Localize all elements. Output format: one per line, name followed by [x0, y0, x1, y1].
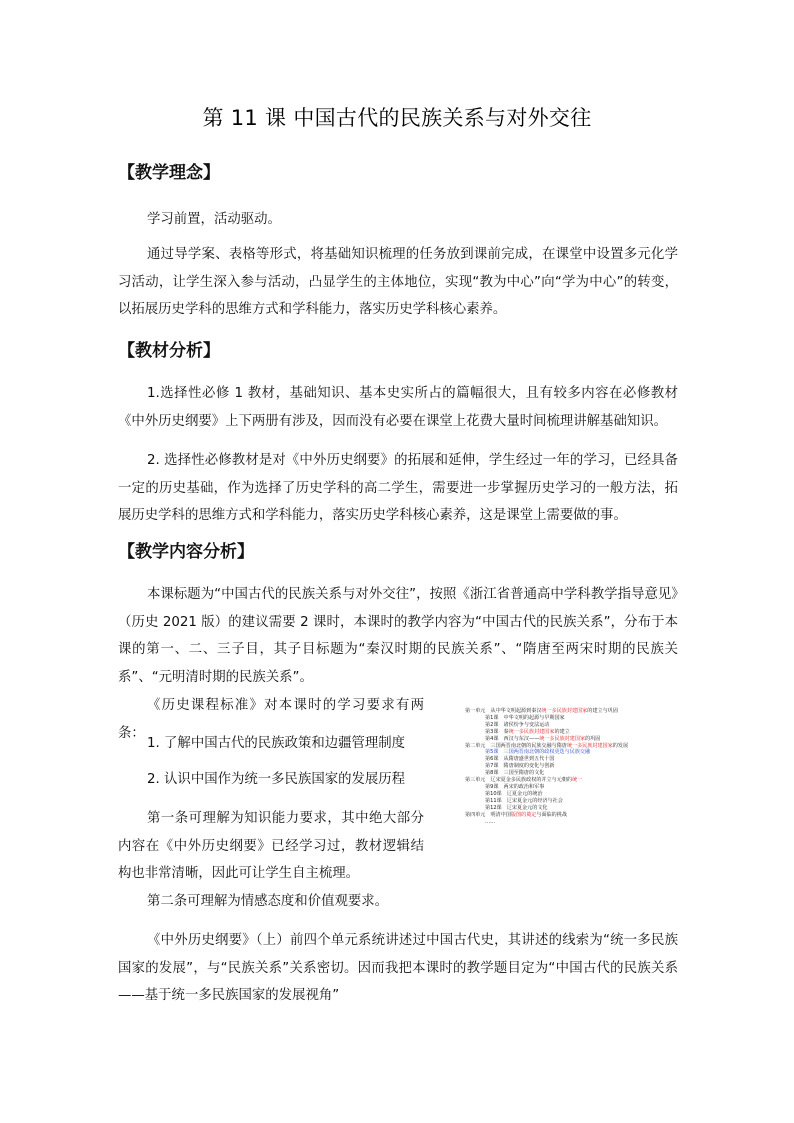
- paragraph: 第一条可理解为知识能力要求，其中绝大部分内容在《中外历史纲要》已经学习过，教材逻辑结构也非常清晰，因此可让学生自主梳理。: [118, 811, 424, 881]
- contents-unit-row: [465, 777, 685, 784]
- contents-text: 第12课 辽宋夏金元的文化: [485, 804, 548, 811]
- contents-text: 第四单元 明清中国: [465, 811, 511, 818]
- contents-lesson-row: [465, 819, 685, 826]
- contents-highlight: 第5课 三国两晋南北朝的政权更迭与民族交融: [485, 749, 591, 756]
- contents-text: 第8课 三国至隋唐的文化: [485, 770, 545, 777]
- contents-unit-row: [465, 708, 685, 715]
- contents-lesson-row: [465, 722, 685, 729]
- heading-textbook-analysis: 【教材分析】: [118, 341, 220, 361]
- contents-highlight: 统一多民族封建国家: [541, 708, 588, 714]
- contents-lesson-row: [465, 736, 685, 743]
- page-title: 第 11 课 中国古代的民族关系与对外交往: [202, 106, 592, 130]
- paragraph: 1.选择性必修 1 教材，基础知识、基本史实所占的篇幅很大，且有较多内容在必修教材《中外历史纲要》上下两册有涉及，因而没有必要在课堂上花费大量时间梳理讲解基础知识。: [118, 386, 678, 429]
- contents-text: 的巩固: [585, 735, 601, 742]
- heading-teaching-philosophy: 【教学理念】: [118, 163, 220, 183]
- contents-text: 第3课 秦: [485, 728, 509, 735]
- requirement-item-2: 2. 认识中国作为统一多民族国家的发展历程: [147, 772, 406, 787]
- paragraph: 《中外历史纲要》（上）前四个单元系统讲述过中国古代史，其讲述的线索为“统一多民族国家的发展”，与“民族关系”关系密切。因而我把本课时的教学题目定为“中国古代的民族关系——基于统一多民族国家的发展视角”: [118, 933, 678, 1003]
- contents-text: 第一单元 从中华文明起源到秦汉: [465, 708, 542, 714]
- contents-text: 第2课 诸侯纷争与变法运动: [485, 721, 550, 728]
- contents-highlight: 统一多民族封建国家: [508, 728, 555, 735]
- contents-text: 的建立与巩固: [587, 708, 618, 714]
- contents-lesson-row: [465, 784, 685, 791]
- contents-text: 与面临的挑战: [536, 811, 567, 818]
- contents-text: 第二单元 三国两晋南北朝的民族交融与隋唐: [465, 742, 567, 749]
- contents-highlight: 版图的奠定: [510, 811, 537, 818]
- heading-content-analysis: 【教学内容分析】: [118, 542, 254, 562]
- contents-lesson-row: [465, 715, 685, 722]
- contents-highlight: 统一多民族封建国家: [539, 735, 586, 742]
- contents-text: 第6课 从隋唐盛世到五代十国: [485, 756, 555, 763]
- paragraph: 通过导学案、表格等形式，将基础知识梳理的任务放到课前完成，在课堂中设置多元化学习活动，让学生深入参与活动，凸显学生的主体地位，实现“教为中心”向“学为中心”的转变，以拓展历史学科的思维方式和学科能力，落实历史学科核心素养。: [118, 247, 678, 317]
- contents-text: 的发展: [612, 742, 629, 749]
- contents-lesson-row: [465, 798, 685, 805]
- paragraph: 《历史课程标准》对本课时的学习要求有两条：: [118, 698, 424, 741]
- contents-text: 第1课 中华文明的起源与早期国家: [485, 714, 565, 721]
- requirement-item-1: 1. 了解中国古代的民族政策和边疆管理制度: [147, 736, 406, 751]
- paragraph: 学习前置，活动驱动。: [147, 212, 281, 227]
- contents-text: 第4课 西汉与东汉——: [485, 735, 540, 742]
- paragraph: 本课标题为“中国古代的民族关系与对外交往”，按照《浙江省普通高中学科教学指导意见》（历史 2021 版）的建议需要 2 课时，本课时的教学内容为“中国古代的民族关系”，分布于本课的第一、二、三子目，其子目标题为“秦汉时期的民族关系”、“隋唐至两宋时期的民族关系”、“元明清时期的民族关系”。: [118, 587, 678, 685]
- contents-text: 第7课 隋唐制度的变化与创新: [485, 763, 555, 770]
- contents-lesson-row: [465, 791, 685, 798]
- contents-text: 第9课 两宋的政治和军事: [485, 783, 545, 790]
- contents-text: 第10课 辽夏金元的统治: [485, 790, 543, 797]
- contents-lesson-row: [465, 729, 685, 736]
- contents-text: 的建立: [554, 728, 570, 735]
- paragraph: 第二条可理解为情感态度和价值观要求。: [147, 894, 389, 909]
- textbook-contents-image: [465, 708, 685, 825]
- contents-text: 第三单元 辽宋夏金多民族政权的并立与元朝的: [465, 777, 572, 784]
- contents-lesson-row: [465, 805, 685, 812]
- contents-text: ……: [485, 818, 496, 825]
- contents-highlight: 统一多民族封建国家: [566, 742, 613, 749]
- contents-highlight: 统一: [571, 777, 583, 784]
- contents-unit-row: [465, 812, 685, 819]
- paragraph: 2. 选择性必修教材是对《中外历史纲要》的拓展和延伸，学生经过一年的学习，已经具备一定的历史基础，作为选择了历史学科的高二学生，需要进一步掌握历史学习的一般方法，拓展历史学科的思维方式和学科能力，落实历史学科核心素养，这是课堂上需要做的事。: [118, 453, 678, 523]
- contents-text: 第11课 辽宋夏金元的经济与社会: [485, 797, 563, 804]
